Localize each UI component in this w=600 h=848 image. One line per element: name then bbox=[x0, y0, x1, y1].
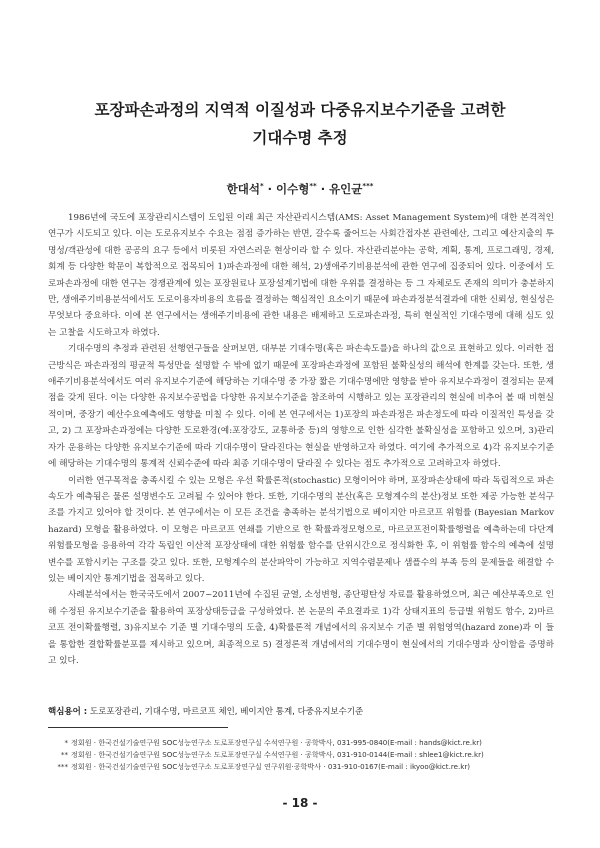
author-mark: * bbox=[259, 182, 264, 191]
abstract-body bbox=[48, 210, 554, 669]
footnote-text: 정회원 · 한국건설기술연구원 SOC성능연구소 도로포장연구실 수석연구원 · 공학박사, 031-910-0144(E-mail : shlee1@kict.re.kr) bbox=[71, 750, 484, 759]
abstract-paragraph: 기대수명의 추정과 관련된 선행연구들을 살펴보면, 대부분 기대수명(혹은 파손속도를)을 하나의 값으로 표현하고 있다. 이러한 접근방식은 파손과정의 평균적 특성만을 설명할 수 밖에 없기 때문에 포장파손과정에 포함된 불확실성의 해석에 한계를 갖는다. 또한, 생애주기비용분석에서도 여러 유지보수기준에 해당하는 기대수명 중 가장 짧은 기대수명에만 영향을 받아 유지보수과정이 결정되는 문제점을 갖게 된다. 이는 다양한 유지보수공법을 다양한 유지보수기준을 참조하여 시행하고 있는 포장관리의 현실에 비추어 볼 때 비현실적이며, 중장기 예산수요예측에도 영향을 미칠 수 있다. 이에 본 연구에서는 1)포장의 파손과정은 파손정도에 따라 이질적인 특성을 갖고, 2) 그 포장파손과정에는 다양한 도로환경(예:포장강도, 교통하중 등)의 영향으로 인한 심각한 불확실성을 포함하고 있으며, 3)관리자가 운용하는 다양한 유지보수기준에 따라 기대수명이 달라진다는 현실을 반영하고자 하였다. 여기에 추가적으로 4)각 유지보수기준에 해당하는 기대수명의 통계적 신뢰수준에 따라 최종 기대수명이 달라질 수 있다는 점도 추가적으로 고려하고자 하였다. bbox=[48, 344, 554, 470]
footnote bbox=[54, 749, 554, 761]
page-number: - 18 - bbox=[282, 796, 318, 810]
footnotes bbox=[54, 737, 554, 773]
title-line-1: 포장파손과정의 지역적 이질성과 다중유지보수기준을 고려한 bbox=[94, 101, 506, 119]
keywords-label: 핵심용어 : bbox=[48, 707, 88, 717]
footnote-mark: *** bbox=[57, 762, 68, 771]
paper-title bbox=[40, 96, 560, 152]
footnote-divider bbox=[48, 727, 228, 728]
author-name: 유인균 bbox=[329, 182, 363, 196]
footnote bbox=[54, 737, 554, 749]
footnote-text: 정회원 · 한국건설기술연구원 SOC성능연구소 도로포장연구실 연구위원·공학박사 · 031-910-0167(E-mail : ikyoo@kict.re.kr) bbox=[71, 762, 471, 771]
abstract-paragraph: 이러한 연구목적을 충족시킬 수 있는 모형은 우선 확률론적(stochastic) 모형이어야 하며, 포장파손상태에 따라 독립적으로 파손속도가 예측됨은 물론 설명변수도 고려될 수 있어야 한다. 또한, 기대수명의 분산(혹은 모형계수의 분산)정보 또한 제공 가능한 분석구조를 가지고 있어야 할 것이다. 본 연구에서는 이 모든 조건을 충족하는 분석기법으로 베이지안 마르코프 위험률 (Bayesian Markov hazard) 모형을 활용하였다. 이 모형은 마르코프 연쇄를 기반으로 한 확률과정모형으로, 마르코프전이확률행렬을 예측하는데 다단계위험률모형을 응용하여 각각 독립인 이산적 포장상태에 대한 위험률 함수를 단위시간으로 정식화한 후, 이 위험률 함수의 예측에 설명변수를 포함시키는 구조를 갖고 있다. 또한, 모형계수의 분산파악이 가능하고 지역수렴문제나 샘플수의 부족 등의 문제들을 해결할 수 있는 베이지안 통계기법을 접목하고 있다. bbox=[48, 475, 554, 584]
author-mark: ** bbox=[309, 182, 317, 191]
keywords-line bbox=[48, 705, 554, 717]
author-mark: *** bbox=[362, 182, 374, 191]
title-line-2: 기대수명 추정 bbox=[252, 129, 348, 147]
footnote-mark: ** bbox=[60, 750, 68, 759]
author-separator: · bbox=[267, 182, 272, 196]
abstract-paragraph: 사례분석에서는 한국국도에서 2007~2011년에 수집된 균열, 소성변형, 종단평탄성 자료를 활용하였으며, 최근 예산부족으로 인해 수정된 유지보수기준을 활용하여 포장상태등급을 구성하였다. 본 논문의 주요결과로 1)각 상태지표의 등급별 위험도 함수, 2)마르코프 전이확률행렬, 3)유지보수 기준 별 기대수명의 도출, 4)확률론적 개념에서의 유지보수 기준 별 위험영역(hazard zone)과 이 들을 통합한 결합확률분포를 제시하고 있으며, 최종적으로 5) 결정론적 개념에서의 기대수명이 현실에서의 기대수명과 상이함을 증명하고 있다. bbox=[48, 590, 554, 666]
author-name: 한대석 bbox=[226, 182, 260, 196]
author-name: 이수형 bbox=[276, 182, 310, 196]
author-list bbox=[40, 181, 560, 197]
footnote-text: 정회원 · 한국건설기술연구원 SOC성능연구소 도로포장연구실 수석연구원 · 공학박사, 031-995-0840(E-mail : hands@kict.re.kr) bbox=[71, 738, 482, 747]
abstract-paragraph: 1986년에 국도에 포장관리시스템이 도입된 이래 최근 자산관리시스템(AMS: Asset Management System)에 대한 본격적인 연구가 시도되고 있다. 이는 도로유지보수 수요는 점점 증가하는 반면, 갈수록 줄어드는 사회간접자본 관련예산, 그리고 예산지출의 투명성/객관성에 대한 공공의 요구 등에서 비롯된 자연스러운 현상이라 할 수 있다. 자산관리분야는 공학, 계획, 통계, 프로그래밍, 경제, 회계 등 다양한 학문이 복합적으로 접목되어 1)파손과정에 대한 해석, 2)생애주기비용분석에 관한 연구에 집중되어 있다. 이중에서 도로파손과정에 대한 연구는 경쟁관계에 있는 포장원료나 포장설계기법에 대한 우위를 결정하는 등 그 자체로도 존재의 의미가 충분하지만, 생애주기비용분석에서도 도로이용자비용의 흐름을 결정하는 핵심적인 요소이기 때문에 파손과정분석결과에 대한 신뢰성, 현실성은 무엇보다 중요하다. 이에 본 연구에서는 생애주기비용에 관한 내용은 배제하고 도로파손과정, 특히 현실적인 기대수명에 대해 심도 있는 고찰을 시도하고자 하였다. bbox=[48, 213, 554, 338]
keywords-text: 도로포장관리, 기대수명, 마르코프 체인, 베이지안 통계, 다중유지보수기준 bbox=[89, 707, 364, 717]
author-separator: · bbox=[320, 182, 326, 196]
footnote-mark: * bbox=[64, 738, 68, 747]
footnote bbox=[54, 761, 554, 773]
